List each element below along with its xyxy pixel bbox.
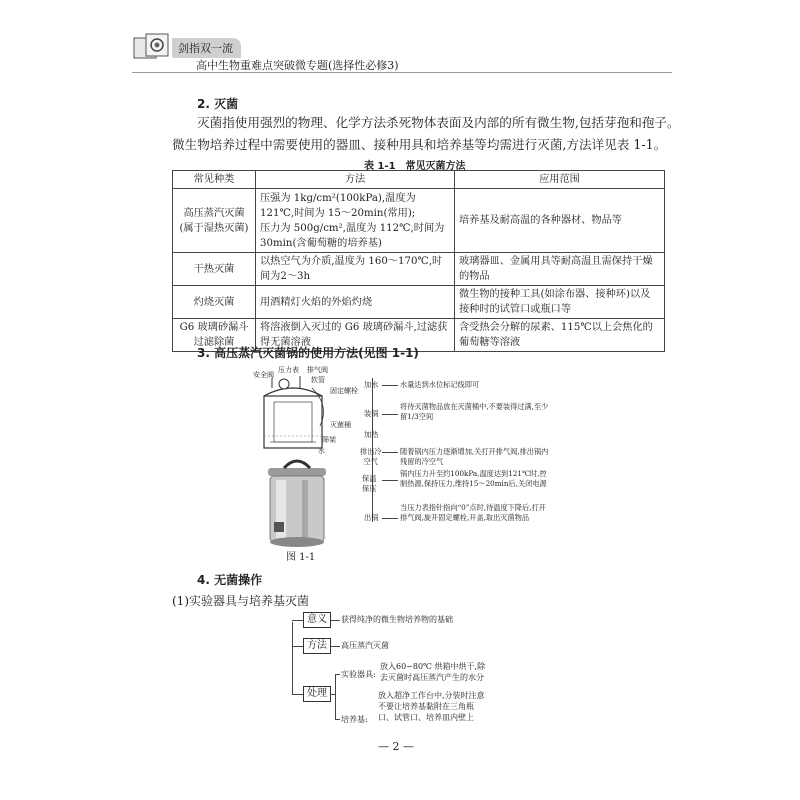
node-process: 处理 <box>303 686 331 702</box>
section-2-para-line-1: 灭菌指使用强烈的物理、化学方法杀死物体表面及内部的所有微生物,包括芽孢和孢子。 <box>197 115 680 130</box>
table-cell-type: 灼烧灭菌 <box>173 286 256 319</box>
step-name: 装锅 <box>364 409 379 418</box>
medium-label: 培养基: <box>341 715 368 724</box>
meaning-text: 获得纯净的微生物培养物的基础 <box>341 615 453 624</box>
series-title: 剑指双一流 <box>172 38 241 58</box>
branch-spine <box>335 674 336 720</box>
step-name: 排出冷 空气 <box>360 447 382 466</box>
table-header-cell: 应用范围 <box>455 171 665 189</box>
book-subtitle: 高中生物重难点突破微专题(选择性必修3) <box>196 59 399 72</box>
table-cell-method: 压强为 1kg/cm²(100kPa),温度为 121℃,时间为 15～20min(常用); 压力为 500g/cm²,温度为 112℃,时间为 30min(含葡萄糖的培养基) <box>256 189 455 253</box>
section-2-title: 2. 灭菌 <box>197 97 239 111</box>
table-header-row <box>173 171 665 189</box>
method-text: 高压蒸汽灭菌 <box>341 641 389 650</box>
flow-dash <box>382 452 398 453</box>
sterilization-methods-table <box>172 170 665 352</box>
book-logo-icon <box>132 30 170 64</box>
table-cell-type: G6 玻璃砂漏斗 过滤除菌 <box>173 319 256 352</box>
step-name: 出锅 <box>364 513 379 522</box>
figure-caption: 图 1-1 <box>286 552 316 563</box>
branch-line <box>292 694 303 695</box>
step-text: 水量达到水位标记线即可 <box>400 380 480 389</box>
mindmap-spine <box>292 622 293 695</box>
section-3-title: 3. 高压蒸汽灭菌锅的使用方法(见图 1-1) <box>197 346 419 360</box>
step-text: 随着锅内压力逐渐增加,关打开排气阀,排出锅内残留的冷空气 <box>400 447 549 466</box>
table-cell-scope: 玻璃器皿、金属用具等耐高温且需保持干燥的物品 <box>455 253 665 286</box>
branch-line <box>330 646 340 647</box>
tools-text: 放入60~80℃ 烘箱中烘干,除去灭菌时高压蒸汽产生的水分 <box>380 662 486 682</box>
table-cell-method: 将溶液倒入灭过的 G6 玻璃砂漏斗,过滤获得无菌溶液 <box>256 319 455 352</box>
section-2-para-line-2: 微生物培养过程中需要使用的器皿、接种用具和培养基等均需进行灭菌,方法详见表 1-1。 <box>172 137 667 152</box>
table-cell-method: 用酒精灯火焰的外焰灼烧 <box>256 286 455 319</box>
step-name: 加水 <box>364 380 379 389</box>
step-text: 锅内压力升至约100kPa,温度达到121℃时,控制热源,保持压力,维持15～20min后,关闭电源 <box>400 469 547 488</box>
table-header-cell: 方法 <box>256 171 455 189</box>
table-cell-type: 干热灭菌 <box>173 253 256 286</box>
step-name: 加热 <box>364 430 379 439</box>
medium-text: 放入超净工作台中,分装时注意不要让培养基黏附在三角瓶口、试管口、培养皿内壁上 <box>378 691 485 722</box>
branch-line <box>292 646 303 647</box>
table-row <box>173 286 665 319</box>
diagram-label: 压力表 <box>278 366 299 374</box>
flow-dash <box>382 385 398 386</box>
table-cell-scope: 微生物的接种工具(如涂布器、接种环)以及接种时的试管口或瓶口等 <box>455 286 665 319</box>
branch-line <box>335 674 340 675</box>
header-divider <box>132 72 672 73</box>
branch-line <box>335 719 340 720</box>
node-meaning: 意义 <box>303 612 331 628</box>
node-method: 方法 <box>303 638 331 654</box>
diagram-label: 安全阀 <box>253 371 274 379</box>
diagram-label: 水 <box>318 447 325 455</box>
tools-label: 实验器具: <box>341 670 376 679</box>
diagram-label: 灭菌桶 <box>330 421 351 429</box>
section-4-title: 4. 无菌操作 <box>197 573 263 587</box>
table-cell-scope: 培养基及耐高温的各种器材、物品等 <box>455 189 665 253</box>
table-row <box>173 253 665 286</box>
section-4-subtitle: (1)实验器具与培养基灭菌 <box>172 594 309 608</box>
table-cell-scope: 含受热会分解的尿素、115℃以上会焦化的葡萄糖等溶液 <box>455 319 665 352</box>
step-text: 当压力表指针指向“0”点时,待温度下降后,打开排气阀,旋开固定螺栓,开盖,取出灭菌物品 <box>400 503 546 522</box>
flow-dash <box>382 518 398 519</box>
page-number: — 2 — <box>378 740 414 753</box>
table-row <box>173 189 665 253</box>
table-cell-method: 以热空气为介质,温度为 160～170℃,时间为2～3h <box>256 253 455 286</box>
table-cell-type: 高压蒸汽灭菌 (属于湿热灭菌) <box>173 189 256 253</box>
diagram-label: 排气阀 <box>307 366 328 374</box>
table-header-cell: 常见种类 <box>173 171 256 189</box>
flow-dash <box>382 480 398 481</box>
diagram-label: 软管 <box>311 376 325 384</box>
flow-dash <box>382 414 398 415</box>
step-text: 将待灭菌物品放在灭菌桶中,不要装得过满,至少留1/3空间 <box>400 402 549 421</box>
step-name: 保温 保压 <box>362 474 377 493</box>
diagram-label: 固定螺栓 <box>330 387 358 395</box>
branch-line <box>330 620 340 621</box>
table-caption: 表 1-1 常见灭菌方法 <box>364 161 466 172</box>
branch-line <box>292 620 303 621</box>
diagram-label: 筛架 <box>322 436 336 444</box>
